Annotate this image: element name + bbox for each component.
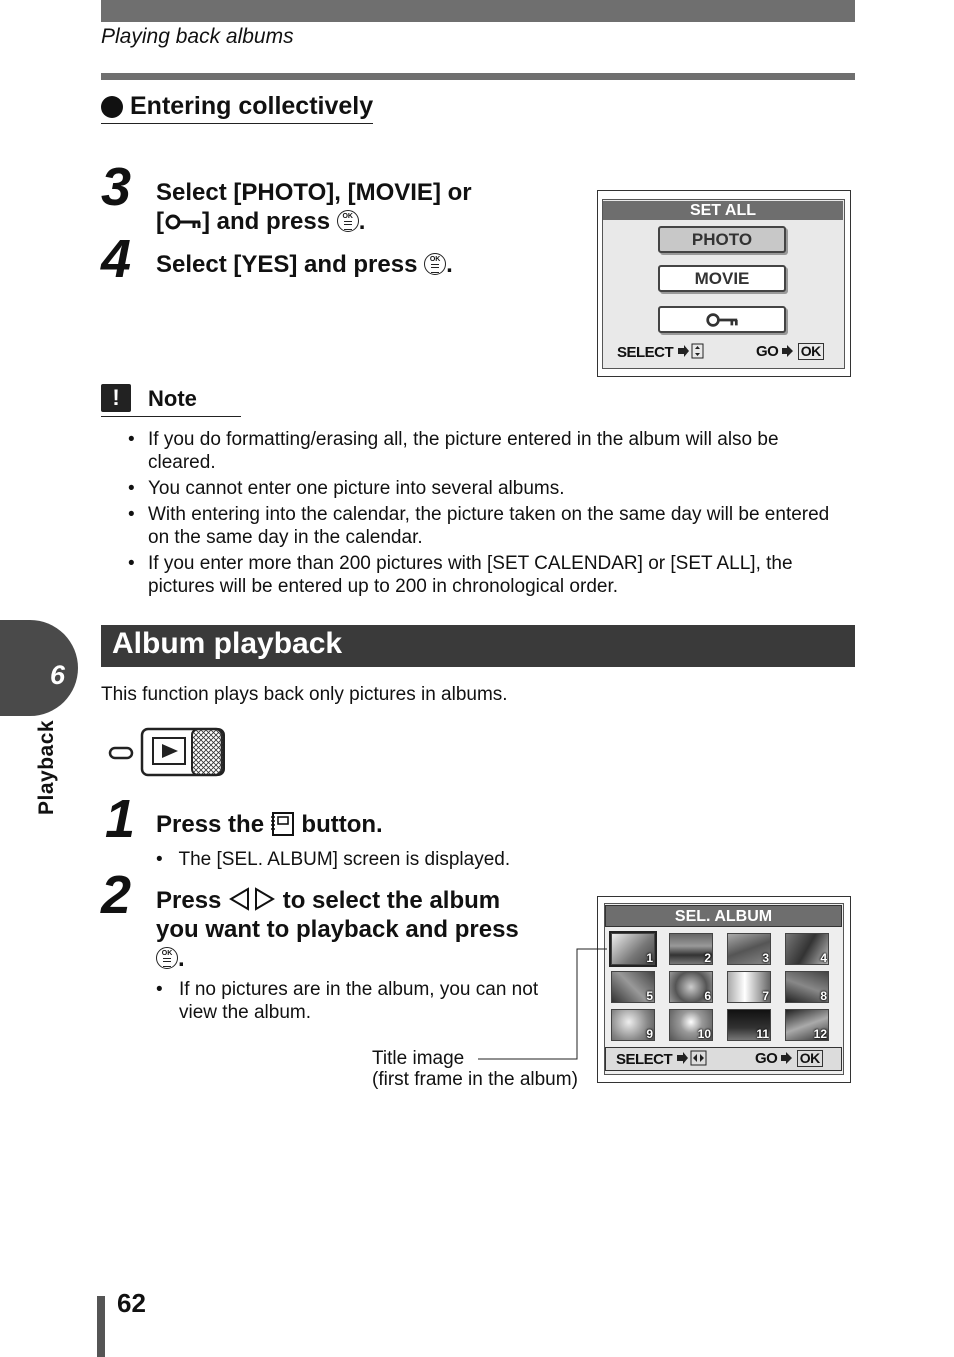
note-list bbox=[128, 428, 850, 601]
step-number-3: 3 bbox=[101, 157, 132, 217]
page-number-bar bbox=[97, 1296, 105, 1357]
page-number: 62 bbox=[117, 1288, 146, 1318]
thumbnail-number: 6 bbox=[704, 989, 711, 1003]
album-playback-title: Album playback bbox=[112, 627, 343, 660]
arrow-updown-icon bbox=[677, 343, 705, 359]
note-item: • If you enter more than 200 pictures with [SET CALENDAR] or [SET ALL], the pictures will be entered up to 200 in chronological order. bbox=[128, 552, 850, 598]
thumbnail-number: 10 bbox=[697, 1027, 711, 1041]
step-3-line1: Select [PHOTO], [MOVIE] or bbox=[156, 179, 472, 206]
thumbnail-number: 9 bbox=[646, 1027, 653, 1041]
album-thumbnail[interactable] bbox=[785, 933, 829, 965]
note-label: Note bbox=[148, 386, 197, 411]
section-title-entering bbox=[101, 92, 373, 124]
note-item: • With entering into the calendar, the picture taken on the same day will be entered on the same day in the calendar. bbox=[128, 503, 850, 549]
step-3-line2: [ ] and press OK . bbox=[156, 208, 366, 235]
note-header bbox=[101, 384, 241, 417]
sel-album-screen bbox=[597, 896, 851, 1083]
set-all-screen bbox=[597, 190, 851, 377]
title-image-callout: Title image (first frame in the album) bbox=[372, 1048, 578, 1090]
album-playback-bar bbox=[101, 625, 855, 667]
album-thumbnail[interactable] bbox=[669, 1009, 713, 1041]
go-hint: GO OK bbox=[755, 1050, 823, 1067]
step-number-2: 2 bbox=[101, 865, 132, 925]
running-title: Playing back albums bbox=[101, 25, 294, 48]
note-item: • You cannot enter one picture into several albums. bbox=[128, 477, 850, 500]
ok-button-icon: OK bbox=[337, 210, 359, 232]
thumbnail-number: 8 bbox=[820, 989, 827, 1003]
go-hint: GO OK bbox=[756, 343, 824, 360]
screen-footer bbox=[605, 1047, 842, 1071]
step-4-text: Select [YES] and press OK . bbox=[156, 251, 453, 278]
header-rule bbox=[101, 73, 855, 80]
note-item: • If you do formatting/erasing all, the picture entered in the album will also be cleared. bbox=[128, 428, 850, 474]
step-1-text: Press the button. bbox=[156, 811, 383, 838]
album-thumbnail[interactable] bbox=[785, 1009, 829, 1041]
select-hint: SELECT bbox=[616, 1050, 708, 1068]
left-right-arrows-icon bbox=[228, 887, 276, 911]
album-thumbnail[interactable] bbox=[727, 971, 771, 1003]
thumbnail-number: 3 bbox=[762, 951, 769, 965]
album-thumbnail[interactable] bbox=[727, 933, 771, 965]
album-thumbnail[interactable] bbox=[669, 933, 713, 965]
photo-option[interactable]: PHOTO bbox=[658, 226, 786, 253]
select-hint: SELECT bbox=[617, 343, 705, 361]
playback-mode-dial-icon bbox=[106, 725, 230, 781]
ok-button-icon: OK bbox=[156, 947, 178, 969]
chapter-number: 6 bbox=[50, 660, 66, 690]
caution-icon: ! bbox=[101, 384, 131, 412]
thumbnail-number: 4 bbox=[820, 951, 827, 965]
step-number-4: 4 bbox=[101, 229, 132, 289]
step-2-bullet: • If no pictures are in the album, you can not view the album. bbox=[156, 979, 539, 1023]
section-title-text: Entering collectively bbox=[130, 92, 374, 120]
arrow-leftright-icon bbox=[676, 1050, 708, 1066]
thumbnail-number: 5 bbox=[646, 989, 653, 1003]
album-thumbnail[interactable] bbox=[727, 1009, 771, 1041]
step-1-bullet: • The [SEL. ALBUM] screen is displayed. bbox=[156, 849, 511, 870]
album-thumbnail[interactable] bbox=[669, 971, 713, 1003]
bullet-dot-icon bbox=[101, 96, 123, 118]
protect-key-icon bbox=[164, 212, 202, 232]
thumbnail-number: 12 bbox=[813, 1027, 827, 1041]
thumbnail-number: 7 bbox=[762, 989, 769, 1003]
album-button-icon bbox=[271, 811, 295, 837]
arrow-right-icon bbox=[782, 344, 794, 358]
thumbnail-number: 1 bbox=[646, 951, 653, 965]
step-2-text: Press to select the album you want to playback and press OK . bbox=[156, 887, 519, 972]
movie-option[interactable]: MOVIE bbox=[658, 265, 786, 292]
protect-option[interactable] bbox=[658, 306, 786, 333]
callout-leader-line bbox=[470, 940, 620, 1065]
thumbnail-number: 11 bbox=[756, 1027, 769, 1041]
album-thumbnail[interactable] bbox=[785, 971, 829, 1003]
header-bar bbox=[101, 0, 855, 22]
step-number-1: 1 bbox=[105, 789, 136, 849]
chapter-tab bbox=[0, 620, 78, 716]
chapter-label: Playback bbox=[35, 719, 58, 815]
screen-title: SET ALL bbox=[603, 201, 843, 220]
protect-key-icon bbox=[705, 311, 739, 329]
thumbnail-number: 2 bbox=[704, 951, 711, 965]
album-intro: This function plays back only pictures in albums. bbox=[101, 684, 508, 705]
step-3-text bbox=[156, 178, 472, 236]
screen-title: SEL. ALBUM bbox=[605, 905, 842, 927]
ok-button-icon: OK bbox=[424, 253, 446, 275]
arrow-right-icon bbox=[781, 1051, 793, 1065]
